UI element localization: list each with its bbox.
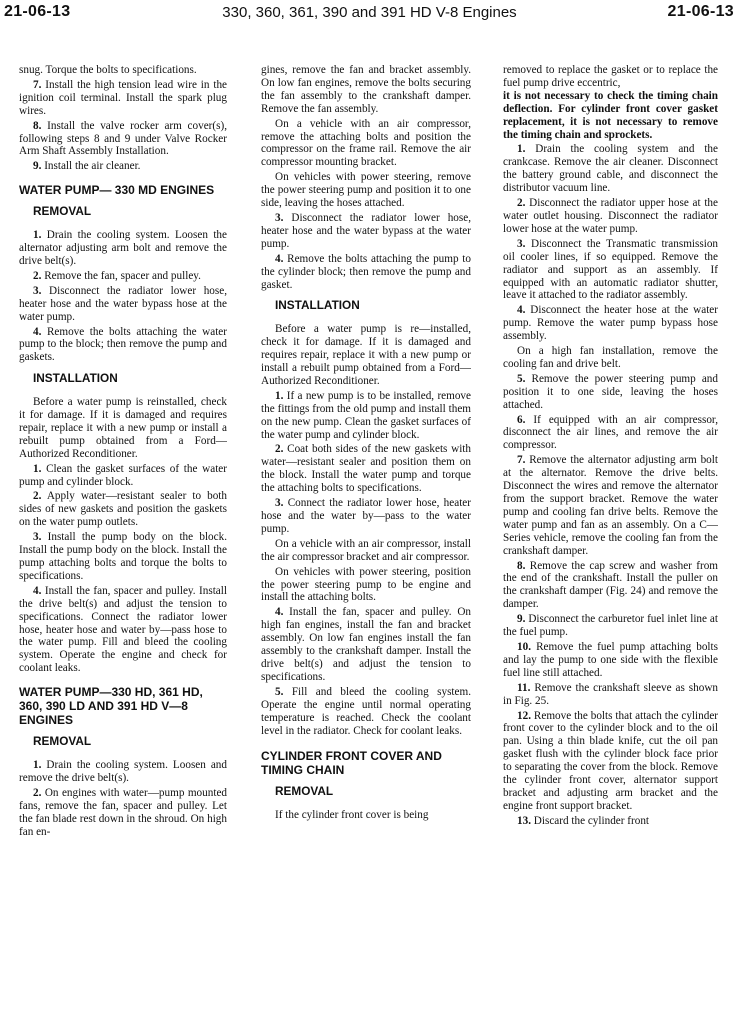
step-text: Remove the fan, spacer and pulley. — [44, 269, 201, 282]
step-number: 2. — [275, 443, 284, 456]
installation-step-3 — [261, 497, 471, 536]
step-13 — [503, 815, 718, 828]
installation-step-2 — [19, 490, 227, 529]
column-1 — [19, 64, 227, 1024]
removal-step-3 — [261, 212, 471, 251]
step-number: 3. — [517, 237, 526, 250]
step-number: 1. — [33, 462, 42, 475]
installation-intro: Before a water pump is reinstalled, check it for damage. If it is damaged and requires repair, replace it with a new pump or install a rebuilt pump obtained from a Ford—Authorized Reconditioner. — [19, 396, 227, 460]
step-text: Apply water—resistant sealer to both sides of new gaskets and position the gaskets on the water pump outlets. — [19, 490, 227, 529]
paragraph-emphasis: it is not necessary to check the timing chain deflection. For cylinder front cover gasket replacement, it is not necessary to remove the timing chain and sprockets. — [503, 89, 718, 141]
step-text: Install the fan, spacer and pulley. Install the drive belt(s) and adjust the tension to specifications. Connect the radiator lower hose, heater hose and water by—pass hose to the water pump. Fill and bleed the cooling system. Operate the engine and check for coolant leaks. — [19, 584, 227, 675]
step-2 — [503, 197, 718, 236]
step-text: Disconnect the radiator lower hose, heater hose and the water bypass hose at the water pump. — [19, 284, 227, 323]
removal-step-2 — [19, 270, 227, 283]
step-text: Remove the bolts attaching the pump to the cylinder block; then remove the pump and gasket. — [261, 252, 471, 291]
step-number: 1. — [33, 759, 42, 772]
step-number: 4. — [517, 304, 526, 317]
paragraph: On a high fan installation, remove the cooling fan and drive belt. — [503, 345, 718, 370]
step-text: Remove the fuel pump attaching bolts and lay the pump to one side with the flexible fuel line still attached. — [503, 640, 718, 679]
step-text: If equipped with an air compressor, disconnect the air lines, and remove the air compressor. — [503, 413, 718, 452]
column-2 — [261, 64, 471, 1024]
step-text: Drain the cooling system and the crankcase. Remove the air cleaner. Disconnect the battery ground cable, and disconnect the distributor vacuum line. — [503, 143, 718, 195]
step-text: Remove the bolts that attach the cylinder front cover to the cylinder block and to the oil pan. Using a thin blade knife, cut the oil pan gasket flush with the cylinder block face prior to separating the cover from the block. Remove the cylinder front cover, alternator support bracket and adjusting arm bracket and the engine front support bracket. — [503, 709, 718, 812]
step-7 — [19, 79, 227, 118]
step-9 — [503, 613, 718, 639]
subheading-removal: REMOVAL — [33, 734, 92, 749]
section-heading-water-pump-330hd: WATER PUMP—330 HD, 361 HD, 360, 390 LD AND 391 HD V—8 ENGINES — [19, 685, 203, 728]
step-number: 3. — [33, 284, 42, 297]
section-heading-cylinder-front-cover: CYLINDER FRONT COVER AND TIMING CHAIN — [261, 749, 442, 778]
step-7 — [503, 454, 718, 557]
step-text: Fill and bleed the cooling system. Operate the engine until normal operating temperature is reached. Check the coolant level in the radiator. Check for coolant leaks. — [261, 685, 471, 737]
subheading-installation: INSTALLATION — [275, 298, 360, 313]
step-text: Clean the gasket surfaces of the water pump and cylinder block. — [19, 462, 227, 488]
step-9 — [19, 160, 227, 173]
installation-step-1 — [19, 463, 227, 489]
step-text: Remove the power steering pump and position it to one side, leaving the hoses attached. — [503, 372, 718, 411]
removal-step-4 — [19, 326, 227, 365]
step-number: 2. — [33, 786, 42, 799]
step-text: Install the pump body on the block. Install the pump body on the block. Install the pump attaching bolts and torque the bolts to specifications. — [19, 531, 227, 582]
page-number-left: 21-06-13 — [4, 3, 71, 20]
paragraph: removed to replace the gasket or to replace the fuel pump drive eccentric, — [503, 64, 718, 89]
page-header — [0, 0, 739, 30]
page-title: 330, 360, 361, 390 and 391 HD V-8 Engines — [222, 4, 517, 21]
step-number: 3. — [275, 497, 284, 510]
step-text: Discard the cylinder front — [533, 814, 650, 827]
paragraph: On a vehicle with an air compressor, install the air compressor bracket and air compressor. — [261, 537, 471, 563]
step-number: 9. — [33, 160, 42, 173]
step-number: 1. — [517, 143, 526, 156]
subheading-removal: REMOVAL — [33, 204, 92, 219]
step-text: Drain the cooling system. Loosen and remove the drive belt(s). — [19, 759, 227, 784]
step-number: 2. — [517, 197, 526, 210]
step-8 — [503, 560, 718, 612]
step-number: 10. — [517, 640, 531, 653]
step-number: 11. — [517, 681, 531, 694]
step-11 — [503, 682, 718, 708]
step-12 — [503, 710, 718, 813]
step-number: 8. — [517, 559, 526, 572]
step-number: 7. — [33, 78, 42, 91]
step-text: Disconnect the Transmatic transmission oil cooler lines, if so equipped. Remove the radiator and support as an assembly. If equipped with an automatic radiator shutter, leave it attached to the radiator assembly. — [503, 237, 718, 302]
installation-step-5 — [261, 686, 471, 738]
step-text: Connect the radiator lower hose, heater hose and the water by—pass to the water pump. — [261, 497, 471, 535]
removal-step-2 — [19, 787, 227, 839]
step-number: 5. — [517, 372, 526, 385]
step-number: 1. — [275, 389, 284, 402]
installation-intro: Before a water pump is re—installed, check it for damage. If it is damaged and requires repair, replace it with a new pump or install a rebuilt pump obtained from a Ford—Authorized Reconditioner. — [261, 323, 471, 387]
section-heading-water-pump-330md: WATER PUMP— 330 MD ENGINES — [19, 183, 215, 198]
paragraph: On vehicles with power steering, position the power steering pump to be engine and install the attaching bolts. — [261, 565, 471, 604]
installation-step-3 — [19, 531, 227, 583]
step-text: Remove the bolts attaching the water pump to the block; then remove the pump and gaskets. — [19, 325, 227, 364]
removal-step-1 — [19, 229, 227, 268]
page-number-right: 21-06-13 — [667, 3, 734, 20]
column-3 — [503, 64, 718, 1024]
step-text: Install the air cleaner. — [44, 160, 141, 173]
installation-step-2 — [261, 443, 471, 495]
step-5 — [503, 373, 718, 412]
step-text: Install the fan, spacer and pulley. On high fan engines, install the fan and bracket assembly. On low fan engines install the fan assembly to the crankshaft damper. Install the drive belt(s) and adjust the tension to specifications. — [261, 606, 471, 683]
step-number: 7. — [517, 454, 526, 467]
installation-step-4 — [19, 585, 227, 675]
step-number: 2. — [33, 269, 42, 282]
step-text: Remove the cap screw and washer from the end of the crankshaft. Install the puller on the crankshaft damper (Fig. 24) and remove the damper. — [503, 559, 718, 611]
step-1 — [503, 143, 718, 195]
step-text: Disconnect the heater hose at the water pump. Remove the water pump bypass hose assembly. — [503, 304, 718, 343]
paragraph: If the cylinder front cover is being — [275, 809, 429, 822]
removal-step-1 — [19, 759, 227, 785]
step-number: 4. — [275, 252, 284, 265]
subheading-installation: INSTALLATION — [33, 371, 118, 386]
step-number: 6. — [517, 413, 526, 426]
step-10 — [503, 641, 718, 680]
removal-step-3 — [19, 285, 227, 324]
paragraph: On vehicles with power steering, remove the power steering pump and position it to one side, leaving the hoses attached. — [261, 171, 471, 210]
installation-step-4 — [261, 606, 471, 683]
step-number: 2. — [33, 490, 42, 503]
step-text: Drain the cooling system. Loosen the alternator adjusting arm bolt and remove the drive belt(s). — [19, 229, 227, 267]
step-number: 3. — [275, 211, 284, 224]
step-number: 4. — [275, 606, 284, 619]
step-number: 9. — [517, 613, 526, 626]
removal-step-4 — [261, 253, 471, 292]
step-text: On engines with water—pump mounted fans, remove the fan, spacer and pulley. Let the fan blade rest down in the shroud. On high fan en- — [19, 786, 227, 838]
step-4 — [503, 304, 718, 343]
step-text: If a new pump is to be installed, remove the fittings from the old pump and install them on the new pump. Clean the gasket surfaces of the water pump and cylinder block. — [261, 389, 471, 441]
paragraph: snug. Torque the bolts to specifications. — [19, 64, 197, 76]
step-text: Install the high tension lead wire in the ignition coil terminal. Install the spark plug wires. — [19, 78, 227, 117]
step-6 — [503, 414, 718, 453]
step-number: 8. — [33, 119, 42, 132]
paragraph: gines, remove the fan and bracket assembly. On low fan engines, remove the bolts securing the fan assembly to the crankshaft damper. Remove the fan assembly. — [261, 64, 471, 115]
step-8 — [19, 120, 227, 159]
subheading-removal: REMOVAL — [275, 784, 334, 799]
step-3 — [503, 238, 718, 303]
step-text: Coat both sides of the new gaskets with water—resistant sealer and position them on the block. Install the water pump and torque the attaching bolts to specifications. — [261, 443, 471, 495]
step-text: Disconnect the radiator lower hose, heater hose and the water bypass at the water pump. — [261, 211, 471, 250]
step-number: 12. — [517, 709, 531, 722]
step-text: Remove the alternator adjusting arm bolt at the alternator. Remove the drive belts. Disconnect the wires and remove the alternator from the support bracket. Remove the water pump and cooling fan drive belts. Remove the water pump and fan as an assembly. On a C—Series vehicle, remove the cooling fan from the crankshaft damper. — [503, 454, 718, 557]
paragraph: On a vehicle with an air compressor, remove the attaching bolts and position the compressor on the frame rail. Remove the air compressor mounting bracket. — [261, 117, 471, 169]
step-text: Remove the crankshaft sleeve as shown in Fig. 25. — [503, 681, 718, 707]
installation-step-1 — [261, 390, 471, 442]
step-number: 4. — [33, 325, 42, 338]
step-text: Install the valve rocker arm cover(s), following steps 8 and 9 under Valve Rocker Arm Shaft Assembly Installation. — [19, 119, 227, 158]
step-text: Disconnect the radiator upper hose at the water outlet housing. Disconnect the radiator lower hose at the water pump. — [503, 197, 718, 235]
step-number: 4. — [33, 584, 42, 597]
step-number: 13. — [517, 814, 531, 827]
step-number: 5. — [275, 685, 284, 698]
step-number: 3. — [33, 531, 42, 544]
step-number: 1. — [33, 229, 42, 242]
step-text: Disconnect the carburetor fuel inlet line at the fuel pump. — [503, 613, 718, 639]
